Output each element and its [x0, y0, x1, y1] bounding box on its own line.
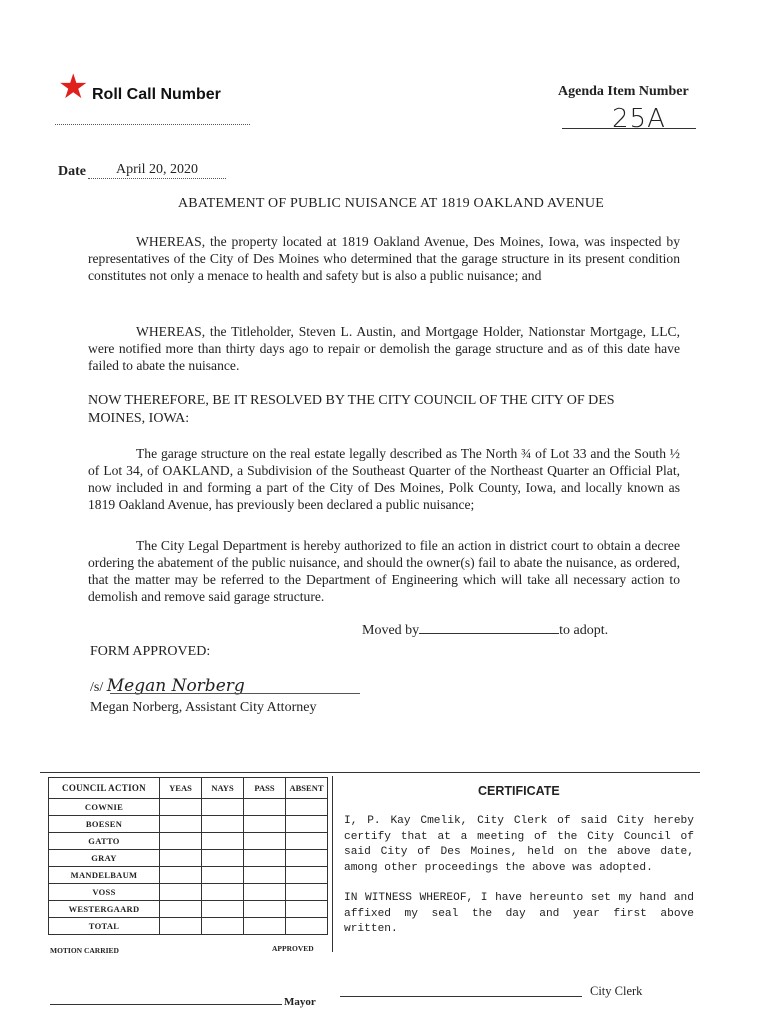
vote-cell: [286, 850, 328, 867]
vote-cell: [160, 901, 202, 918]
mayor-signature-line: [50, 1004, 282, 1005]
vote-cell: [286, 867, 328, 884]
city-clerk-label: City Clerk: [590, 984, 643, 998]
council-member-name: GATTO: [49, 833, 160, 850]
vote-cell: [244, 867, 286, 884]
header-council-action: COUNCIL ACTION: [49, 778, 160, 799]
moved-by-blank: [419, 633, 559, 634]
certificate-text: I, P. Kay Cmelik, City Clerk of said City hereby certify that at a meeting of the City Council of said City of Des Moines, held on the above date, among other proceedings the above was adopted.: [344, 815, 694, 874]
vote-cell: [160, 850, 202, 867]
table-row: [49, 799, 328, 816]
certificate-title: CERTIFICATE: [478, 784, 560, 798]
roll-call-number-line: [55, 124, 250, 125]
table-row: [49, 867, 328, 884]
attorney-name: Megan Norberg, Assistant City Attorney: [90, 700, 317, 715]
star-icon: ★: [58, 67, 89, 107]
council-vote-table: [48, 777, 328, 935]
vote-cell: [202, 867, 244, 884]
agenda-item-label: Agenda Item Number: [558, 84, 689, 99]
signature-line: [110, 693, 360, 694]
moved-by-line: [362, 623, 608, 639]
header-nays: NAYS: [202, 778, 244, 799]
vote-cell: [244, 799, 286, 816]
roll-call-label: Roll Call Number: [92, 86, 221, 103]
to-adopt-label: to adopt.: [559, 623, 609, 638]
vote-cell: [244, 850, 286, 867]
signature-prefix: /s/: [90, 680, 104, 695]
total-label: TOTAL: [49, 918, 160, 935]
whereas-paragraph-2: WHEREAS, the Titleholder, Steven L. Austin, and Mortgage Holder, Nationstar Mortgage, LLC, were notified more than thirty days ago to repair or demolish the garage structure and as of this date have failed to abate the nuisance.: [88, 324, 680, 373]
table-row: [49, 884, 328, 901]
date-value: April 20, 2020: [88, 162, 226, 179]
council-member-name: BOESEN: [49, 816, 160, 833]
mayor-label: Mayor: [284, 996, 316, 1008]
header-yeas: YEAS: [160, 778, 202, 799]
column-divider: [332, 776, 333, 952]
vote-cell: [160, 816, 202, 833]
vote-cell: [160, 918, 202, 935]
clerk-signature-line: [340, 996, 582, 997]
table-row: [49, 816, 328, 833]
vote-cell: [160, 833, 202, 850]
vote-cell: [202, 884, 244, 901]
council-member-name: GRAY: [49, 850, 160, 867]
table-row: [49, 833, 328, 850]
vote-cell: [244, 901, 286, 918]
vote-cell: [286, 918, 328, 935]
agenda-item-number: 25A: [612, 104, 666, 134]
council-member-name: WESTERGAARD: [49, 901, 160, 918]
legal-department-paragraph: The City Legal Department is hereby authorized to file an action in district court to obtain a decree ordering the abatement of the public nuisance, and should the owner(s) fail to abate the nuisance, as ordered, that the matter may be referred to the Department of Engineering which will take all necessary action to demolish and remove said garage structure.: [88, 538, 680, 604]
approved-label: APPROVED: [272, 944, 314, 953]
vote-cell: [202, 816, 244, 833]
vote-cell: [244, 833, 286, 850]
vote-cell: [286, 799, 328, 816]
vote-table-header: [49, 778, 328, 799]
vote-cell: [160, 867, 202, 884]
resolution-title: ABATEMENT OF PUBLIC NUISANCE AT 1819 OAKLAND AVENUE: [178, 196, 604, 211]
vote-cell: [244, 816, 286, 833]
council-member-name: VOSS: [49, 884, 160, 901]
total-row: [49, 918, 328, 935]
vote-cell: [202, 901, 244, 918]
header-absent: ABSENT: [286, 778, 328, 799]
legal-description-paragraph: The garage structure on the real estate legally described as The North ¾ of Lot 33 and the South ½ of Lot 34, of OAKLAND, a Subdivision of the Southeast Quarter of the Northeast Quarter an Official Plat, now included in and forming a part of the City of Des Moines, Polk County, Iowa, and locally known as 1819 Oakland Avenue, has previously been declared a public nuisance;: [88, 446, 680, 512]
vote-cell: [286, 816, 328, 833]
council-member-name: MANDELBAUM: [49, 867, 160, 884]
form-approved-label: FORM APPROVED:: [90, 644, 211, 659]
section-divider: [40, 772, 700, 773]
vote-cell: [160, 799, 202, 816]
vote-cell: [202, 850, 244, 867]
whereas-paragraph-1: WHEREAS, the property located at 1819 Oakland Avenue, Des Moines, Iowa, was inspected by representatives of the City of Des Moines who determined that the garage structure in its present condition constitutes not only a menace to health and safety but is also a public nuisance; and: [88, 234, 680, 283]
vote-cell: [202, 833, 244, 850]
vote-cell: [286, 884, 328, 901]
vote-cell: [202, 799, 244, 816]
vote-cell: [244, 884, 286, 901]
agenda-item-line: [562, 128, 696, 129]
table-row: [49, 850, 328, 867]
council-member-name: COWNIE: [49, 799, 160, 816]
date-label: Date: [58, 164, 86, 179]
witness-text: IN WITNESS WHEREOF, I have hereunto set my hand and affixed my seal the day and year first above written.: [344, 892, 694, 935]
signature-script: Megan Norberg: [106, 676, 245, 696]
vote-cell: [160, 884, 202, 901]
vote-cell: [286, 833, 328, 850]
vote-cell: [286, 901, 328, 918]
table-row: [49, 901, 328, 918]
resolved-paragraph: NOW THEREFORE, BE IT RESOLVED BY THE CITY COUNCIL OF THE CITY OF DES MOINES, IOWA:: [88, 393, 615, 426]
vote-cell: [244, 918, 286, 935]
header-pass: PASS: [244, 778, 286, 799]
moved-by-label: Moved by: [362, 623, 420, 638]
motion-carried-label: MOTION CARRIED: [50, 946, 119, 955]
vote-cell: [202, 918, 244, 935]
